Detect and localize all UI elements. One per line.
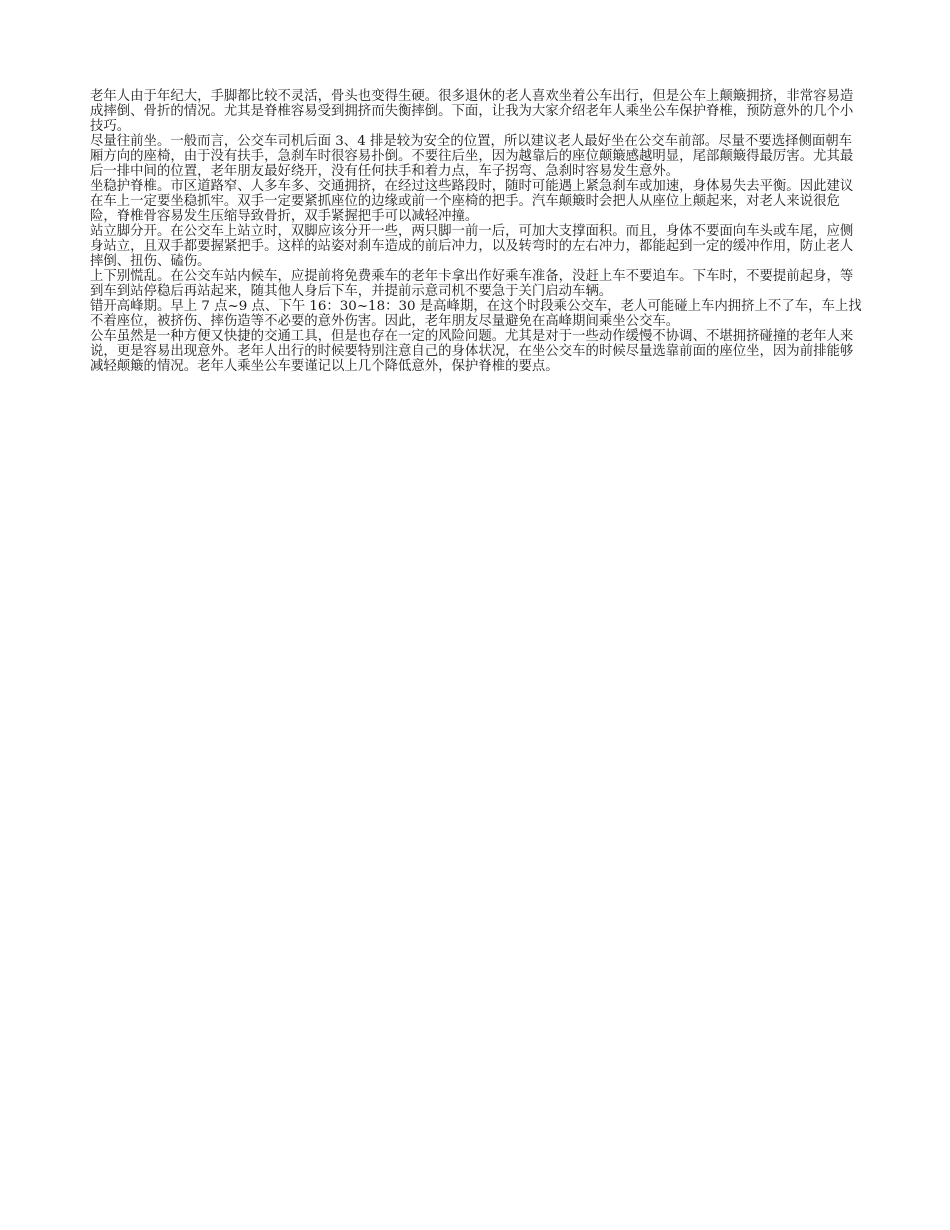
paragraph-protect-spine: 坐稳护脊椎。市区道路窄、人多车多、交通拥挤，在经过这些路段时，随时可能遇上紧急刹车或加速，身体易失去平衡。因此建议在车上一定要坐稳抓牢。双手一定要紧抓座位的边缘或前一个座椅的把手。汽车颠簸时会把人从座位上颠起来，对老人来说很危险，脊椎骨容易发生压缩导致骨折，双手紧握把手可以减轻冲撞。 bbox=[90, 179, 854, 224]
document-body bbox=[90, 89, 862, 374]
paragraph-boarding: 上下别慌乱。在公交车站内候车，应提前将免费乘车的老年卡拿出作好乘车准备，没赶上车不要追车。下车时，不要提前起身，等到车到站停稳后再站起来，随其他人身后下车，并提前示意司机不要急于关门启动车辆。 bbox=[90, 269, 854, 299]
paragraph-sit-front: 尽量往前坐。一般而言，公交车司机后面 3、4 排是较为安全的位置，所以建议老人最好坐在公交车前部。尽量不要选择侧面朝车厢方向的座椅，由于没有扶手，急刹车时很容易扑倒。不要往后坐，因为越靠后的座位颠簸感越明显，尾部颠簸得最厉害。尤其最后一排中间的位置，老年朋友最好绕开，没有任何扶手和着力点，车子拐弯、急刹时容易发生意外。 bbox=[90, 134, 854, 179]
paragraph-peak-hours: 错开高峰期。早上 7 点~9 点、下午 16：30~18：30 是高峰期，在这个时段乘公交车，老人可能碰上车内拥挤上不了车，车上找不着座位，被挤伤、摔伤造等不必要的意外伤害。因此，老年朋友尽量避免在高峰期间乘坐公交车。 bbox=[90, 299, 862, 329]
paragraph-standing-feet: 站立脚分开。在公交车上站立时，双脚应该分开一些，两只脚一前一后，可加大支撑面积。而且，身体不要面向车头或车尾，应侧身站立，且双手都要握紧把手。这样的站姿对刹车造成的前后冲力，以及转弯时的左右冲力，都能起到一定的缓冲作用，防止老人摔倒、扭伤、磕伤。 bbox=[90, 224, 854, 269]
paragraph-intro: 老年人由于年纪大，手脚都比较不灵活，骨头也变得生硬。很多退休的老人喜欢坐着公车出行，但是公车上颠簸拥挤，非常容易造成摔倒、骨折的情况。尤其是脊椎容易受到拥挤而失衡摔倒。下面，让我为大家介绍老年人乘坐公车保护脊椎，预防意外的几个小技巧。 bbox=[90, 89, 854, 134]
paragraph-conclusion: 公车虽然是一种方便又快捷的交通工具，但是也存在一定的风险问题。尤其是对于一些动作缓慢不协调、不堪拥挤碰撞的老年人来说，更是容易出现意外。老年人出行的时候要特别注意自己的身体状况，在坐公交车的时候尽量选靠前面的座位坐，因为前排能够减轻颠簸的情况。老年人乘坐公车要谨记以上几个降低意外，保护脊椎的要点。 bbox=[90, 329, 854, 374]
